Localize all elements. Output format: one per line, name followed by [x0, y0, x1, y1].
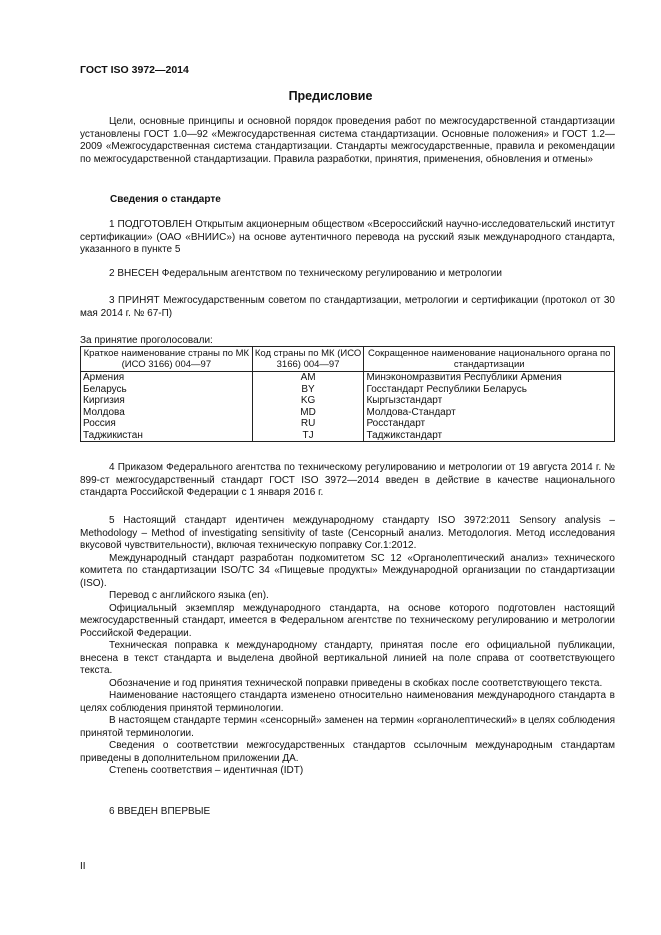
table-row — [81, 407, 615, 419]
cell-country: Молдова — [81, 407, 253, 419]
cell-code: MD — [252, 407, 364, 419]
cell-country: Таджикистан — [81, 430, 253, 442]
page-title: Предисловие — [288, 89, 373, 103]
item-5-paragraph: Техническая поправка к международному стандарту, принятая после его официальной публикации, внесена в текст стандарта и выделена двойной вертикальной линией на поле справа от соответствующего текста. — [80, 640, 615, 676]
table-row — [81, 430, 615, 442]
cell-code: TJ — [252, 430, 364, 442]
item-5-section — [80, 515, 615, 778]
item-6-paragraph: 6 ВВЕДЕН ВПЕРВЫЕ — [109, 806, 211, 817]
item-1-paragraph: 1 ПОДГОТОВЛЕН Открытым акционерным обществом «Всероссийский научно-исследовательский институт сертификации» (ОАО «ВНИИС») на основе аутентичного перевода на русский язык международного стандарта, указанного в пункте 5 — [80, 219, 615, 255]
item-5-paragraph: 5 Настоящий стандарт идентичен международному стандарту ISO 3972:2011 Sensory analysis – Methodology – Method of investigating sensitivity of taste (Сенсорный анализ. Методология. Метод исследования вкусовой чувствительности), включая техническую поправку Cor.1:2012. — [80, 515, 615, 551]
cell-country: Армения — [81, 372, 253, 384]
item-4-paragraph: 4 Приказом Федерального агентства по техническому регулированию и метрологии от 19 августа 2014 г. № 899-ст межгосударственный стандарт ГОСТ ISO 3972—2014 введен в действие в качестве национального стандарта Российской Федерации с 1 января 2016 г. — [80, 462, 615, 498]
table-header-row — [81, 347, 615, 372]
item-5-paragraph: Обозначение и год принятия технической поправки приведены в скобках после соответствующего текста. — [109, 677, 603, 689]
cell-body: Молдова-Стандарт — [364, 407, 615, 419]
column-header-country: Краткое наименование страны по МК (ИСО 3166) 004—97 — [81, 347, 253, 372]
cell-code: AM — [252, 372, 364, 384]
item-5-paragraph: Международный стандарт разработан подкомитетом SC 12 «Органолептический анализ» технического комитета по стандартизации ISO/TC 34 «Пищевые продукты» Международной организации по стандартизации (ISO). — [80, 552, 615, 589]
cell-body: Росстандарт — [364, 418, 615, 430]
item-5-paragraph: Перевод с английского языка (en). — [109, 590, 269, 601]
cell-code: KG — [252, 395, 364, 407]
page-number: II — [80, 861, 86, 872]
item-5-paragraph: Официальный экземпляр международного стандарта, на основе которого подготовлен настоящий межгосударственный стандарт, имеется в Федеральном агентстве по техническому регулированию и метрологии Российской Федерации. — [80, 602, 615, 639]
section-subheading: Сведения о стандарте — [110, 194, 221, 205]
table-row — [81, 372, 615, 384]
cell-code: RU — [252, 418, 364, 430]
item-3-paragraph: 3 ПРИНЯТ Межгосударственным советом по стандартизации, метрологии и сертификации (протокол от 30 мая 2014 г. № 67-П) — [80, 295, 615, 319]
column-header-code: Код страны по МК (ИСО 3166) 004—97 — [252, 347, 364, 372]
cell-country: Киргизия — [81, 395, 253, 407]
table-row — [81, 418, 615, 430]
document-code-header: ГОСТ ISO 3972—2014 — [80, 64, 189, 76]
cell-code: BY — [252, 384, 364, 396]
cell-country: Россия — [81, 418, 253, 430]
voting-countries-table — [80, 346, 615, 442]
table-caption: За принятие проголосовали: — [80, 335, 213, 346]
item-5-paragraph: В настоящем стандарте термин «сенсорный» заменен на термин «органолептический» в целях соблюдения принятой терминологии. — [80, 715, 615, 739]
intro-paragraph: Цели, основные принципы и основной порядок проведения работ по межгосударственной стандартизации установлены ГОСТ 1.0—92 «Межгосударственная система стандартизации. Основные положения» и ГОСТ 1.2—2009 «Межгосударственная система стандартизации. Стандарты межгосударственные, правила и рекомендации по межгосударственной стандартизации. Правила разработки, принятия, применения, обновления и отмены» — [80, 116, 615, 165]
cell-body: Кыргызстандарт — [364, 395, 615, 407]
column-header-body: Сокращенное наименование национального органа по стандартизации — [364, 347, 615, 372]
item-5-paragraph: Степень соответствия – идентичная (IDT) — [109, 765, 304, 776]
cell-country: Беларусь — [81, 384, 253, 396]
table-row — [81, 384, 615, 396]
cell-body: Таджикстандарт — [364, 430, 615, 442]
item-5-paragraph: Наименование настоящего стандарта изменено относительно наименования международного стандарта в целях соблюдения принятой терминологии. — [80, 690, 615, 714]
item-5-paragraph: Сведения о соответствии межгосударственных стандартов ссылочным международным стандартам приведены в дополнительном приложении ДА. — [80, 740, 615, 764]
table-row — [81, 395, 615, 407]
item-2-paragraph: 2 ВНЕСЕН Федеральным агентством по техническому регулированию и метрологии — [109, 268, 502, 279]
cell-body: Минэкономразвития Республики Армения — [364, 372, 615, 384]
cell-body: Госстандарт Республики Беларусь — [364, 384, 615, 396]
